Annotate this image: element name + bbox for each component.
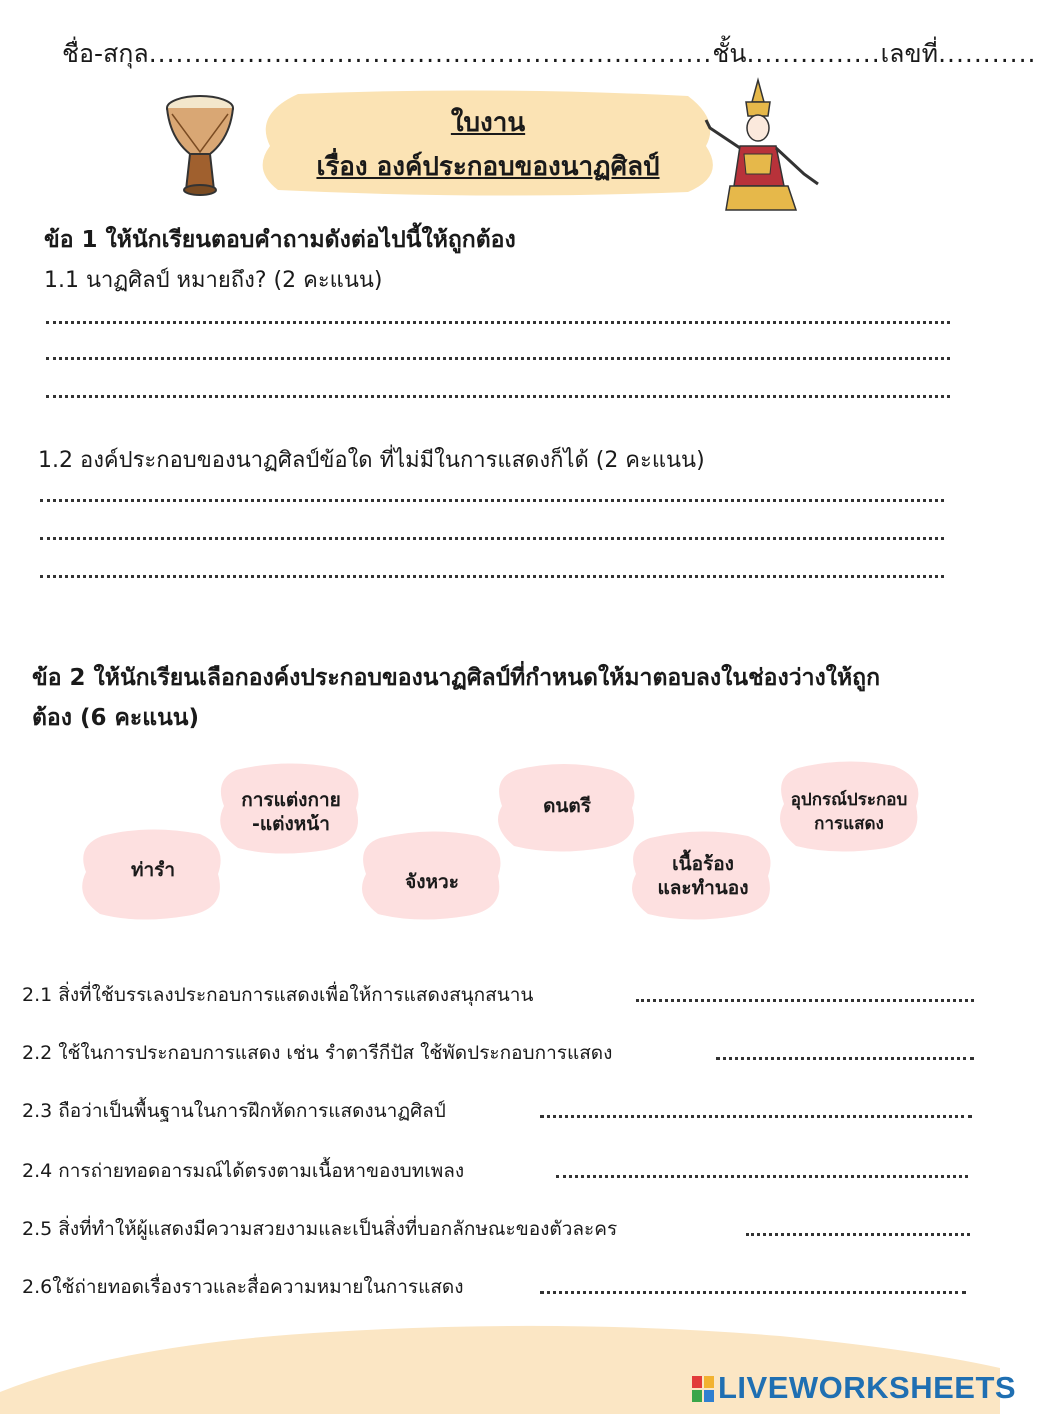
answer-blank-2-3[interactable] [540,1112,972,1118]
section1-heading: ข้อ 1 ให้นักเรียนตอบคำถามดังต่อไปนี้ให้ถูกต้อง [44,227,516,253]
worksheet-subtitle: เรื่อง องค์ประกอบของนาฏศิลป์ [316,152,660,182]
answer-line[interactable] [46,392,950,398]
question-1-2: 1.2 องค์ประกอบของนาฏศิลป์ข้อใด ที่ไม่มีในการแสดงก็ได้ (2 คะแนน) [38,448,705,473]
answer-blank-2-2[interactable] [716,1054,974,1060]
fill-item-2-5: 2.5 สิ่งที่ทำให้ผู้แสดงมีความสวยงามและเป็นสิ่งที่บอกลักษณะของตัวละคร [22,1218,618,1240]
fill-item-2-6: 2.6ใช้ถ่ายทอดเรื่องราวและสื่อความหมายในการแสดง [22,1276,464,1298]
option-lyrics-melody[interactable]: เนื้อร้อง และทำนอง [657,853,749,899]
answer-blank-2-5[interactable] [746,1230,970,1236]
drum-icon [160,92,240,200]
number-label: เลขที่ [880,39,939,68]
answer-line[interactable] [40,572,944,578]
answer-line[interactable] [40,496,944,502]
answer-line[interactable] [46,318,950,324]
name-label: ชื่อ-สกุล [62,39,149,68]
answer-blank-2-6[interactable] [540,1288,966,1294]
fill-item-2-2: 2.2 ใช้ในการประกอบการแสดง เช่น รำตารีกีปัส ใช้พัดประกอบการแสดง [22,1042,613,1064]
fill-item-2-4: 2.4 การถ่ายทอดอารมณ์ได้ตรงตามเนื้อหาของบทเพลง [22,1160,465,1182]
option-music[interactable]: ดนตรี [543,795,591,817]
liveworksheets-logo-icon [692,1376,714,1402]
worksheet-title: ใบงาน [450,108,526,138]
student-info-line: ชื่อ-สกุล...............................................................ชั้น...............เลขที่........... [62,39,1037,68]
class-label: ชั้น [712,39,747,68]
option-costume[interactable]: การแต่งกาย -แต่งหน้า [241,789,341,835]
option-props[interactable]: อุปกรณ์ประกอบ การแสดง [790,790,908,834]
title-banner [258,90,718,196]
answer-line[interactable] [46,354,950,360]
fill-item-2-3: 2.3 ถือว่าเป็นพื้นฐานในการฝึกหัดการแสดงนาฏศิลป์ [22,1100,446,1122]
brand-name[interactable]: LIVEWORKSHEETS [718,1370,1017,1405]
question-1-1: 1.1 นาฏศิลป์ หมายถึง? (2 คะแนน) [44,268,383,293]
option-rhythm[interactable]: จังหวะ [405,871,459,893]
answer-blank-2-4[interactable] [556,1172,968,1178]
section2-heading-cont: ต้อง (6 คะแนน) [32,705,200,731]
section2-heading: ข้อ 2 ให้นักเรียนเลือกองค์งประกอบของนาฏศิลป์ที่กำหนดให้มาตอบลงในช่องว่างให้ถูก [32,665,881,691]
answer-line[interactable] [40,534,944,540]
fill-item-2-1: 2.1 สิ่งที่ใช้บรรเลงประกอบการแสดงเพื่อให้การแสดงสนุกสนาน [22,984,534,1006]
answer-blank-2-1[interactable] [636,996,974,1002]
thai-dancer-icon [700,76,824,214]
option-dance-moves[interactable]: ท่ารำ [130,859,176,881]
